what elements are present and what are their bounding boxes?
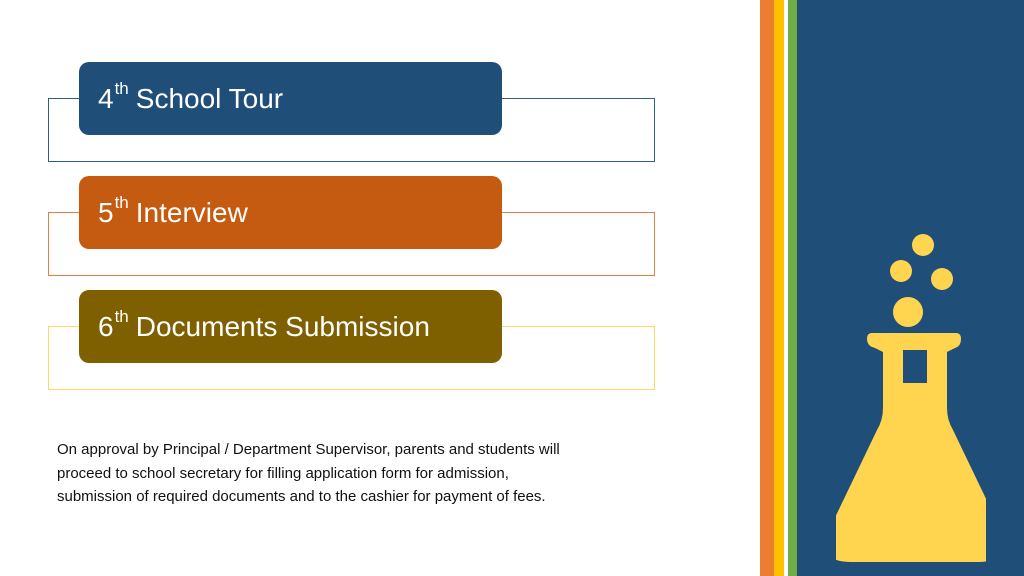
admission-note-line-3: submission of required documents and to the cashier for payment of fees. [57,488,546,505]
bubble-1-icon [912,234,934,256]
admission-note-line-2: proceed to school secretary for filling application form for admission, [57,464,509,482]
step-6-suffix: th [114,307,129,326]
bubble-3-icon [931,268,953,290]
flask-body-icon [836,333,986,562]
step-5-label: Interview [135,196,248,228]
admission-note [57,438,677,509]
step-6-label: Documents Submission [135,310,430,342]
bubble-4-icon [893,297,923,327]
admission-note-line-1: On approval by Principal / Department Supervisor, parents and students will [57,441,560,458]
yellow-stripe [774,0,784,576]
step-4-pill [79,62,502,135]
step-5-number: 5 [98,196,114,228]
step-4-number: 4 [98,82,114,114]
step-6-pill [79,290,502,363]
step-4-suffix: th [114,79,129,98]
green-stripe [788,0,797,576]
bubble-2-icon [890,260,912,282]
step-5-suffix: th [114,193,129,212]
orange-stripe [760,0,774,576]
step-6-number: 6 [98,310,114,342]
step-4-label: School Tour [135,82,284,114]
step-5-pill [79,176,502,249]
flask-icon [836,228,986,568]
